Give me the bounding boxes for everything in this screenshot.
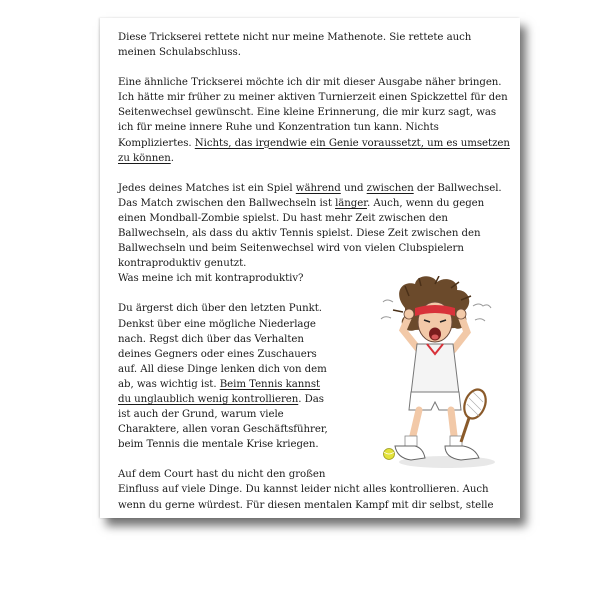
text-span: Diese Trickserei rettete nicht nur meine Mathenote. Sie rettete auch meinen Schulabschluss. — [118, 32, 472, 59]
text-span: Einfluss auf viele Dinge. Du kannst leider nicht alles kontrollieren. Auch wenn du gerne würdest. Für diesen mentalen Kampf mit dir selbst, stelle — [118, 484, 494, 511]
text-span: . Auch, wenn du gegen einen Mondball-Zombie spielst. Du hast mehr Zeit zwischen den Ballwechseln, als dass du aktiv Tennis spielst. Diese Zeit zwischen den Ballwechseln und beim Seitenwechsel wird von vielen Clubspielern kontraproduktiv genutzt. — [118, 197, 485, 270]
text-span: Was meine ich mit kontraproduktiv? — [118, 273, 304, 285]
text-span: und — [340, 182, 367, 194]
underlined-text: Beim Tennis kannst du unglaublich wenig kontrollieren — [118, 378, 321, 405]
paragraph-2 — [118, 75, 510, 166]
text-span: der Ballwechsel. Das Match zwischen den Ballwechseln ist — [118, 182, 502, 209]
underlined-text: zwischen — [366, 182, 414, 194]
text-span: Du ärgerst dich über den letzten Punkt. Denkst über eine mögliche Niederlage nach. Regst dich über das Verhalten deines Gegners oder eines Zuschauers auf. All diese Dinge lenken dich von dem ab, was wichtig ist. — [118, 303, 327, 390]
text-span: . Das ist auch der Grund, warum viele Charaktere, allen voran Geschäftsführer, beim Tennis die mentale Krise kriegen. — [118, 393, 328, 451]
underlined-text: Nichts, das irgendwie ein Genie voraussetzt, um es umsetzen zu können — [118, 137, 510, 164]
paragraph-3 — [118, 181, 510, 287]
text-span: Eine ähnliche Trickserei möchte ich dir mit dieser Ausgabe näher bringen. Ich hätte mir früher zu meiner aktiven Turnierzeit einen Spickzettel für den Seitenwechsel gewünscht. Eine kleine Erinnerung, die mir kurz sagt, was ich für meine innere Ruhe und Konzentration tun kann. Nichts Kompliziertes. — [118, 77, 508, 149]
underlined-text: länger — [335, 197, 367, 209]
angry-tennis-player-icon — [375, 276, 500, 471]
text-span: Auf dem Court hast du nicht den großen — [118, 469, 326, 481]
text-span: . — [170, 152, 174, 164]
paragraph-4 — [118, 301, 333, 452]
underlined-text: während — [295, 182, 341, 194]
document-page — [100, 18, 520, 518]
text-span: Jedes deines Matches ist ein Spiel — [118, 182, 296, 194]
paragraph-1 — [118, 30, 510, 60]
paragraph-5 — [118, 467, 510, 512]
